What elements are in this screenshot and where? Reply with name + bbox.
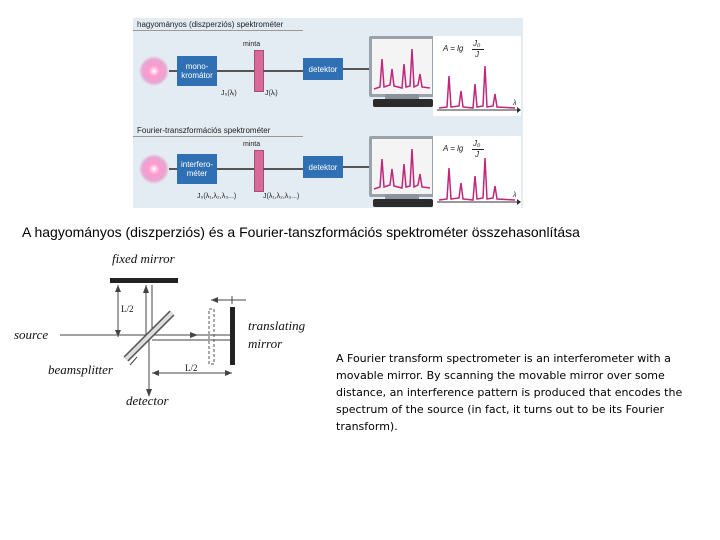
beam-line (263, 168, 303, 170)
axis-lambda: λ (513, 192, 517, 199)
spectrometer-figure (133, 18, 523, 208)
formula-numerator: J₀ (473, 39, 481, 48)
beamsplitter-label: beamsplitter (48, 362, 113, 377)
light-source-glow (139, 56, 169, 86)
axis-lambda: λ (513, 100, 517, 107)
l-half-vertical-label: L/2 (121, 304, 134, 314)
j-label: J(λᵢ) (265, 90, 278, 97)
j-label: J(λ₁,λ₂,λ₃...) (263, 193, 300, 200)
formula-numerator: J₀ (473, 139, 481, 148)
j0-label: J₀(λ₁,λ₂,λ₃...) (197, 193, 237, 200)
spectrum-plot (372, 139, 432, 194)
monitor-screen (369, 136, 435, 197)
beam-line (169, 70, 177, 72)
sample-label: minta (243, 41, 261, 48)
detector-box: detektor (303, 58, 343, 80)
sample-cuvette (254, 150, 264, 192)
fixed-mirror-label: fixed mirror (112, 251, 175, 266)
description-text: A Fourier transform spectrometer is an interferometer with a movable mirror. By scanning the movable mirror over some distance, an interference pattern is produced that encodes the spectrum of the source (in fact, it turns out to be its Fourier transform). (336, 352, 683, 433)
plot-area (433, 36, 521, 116)
monitor-screen (369, 36, 435, 97)
interferometer-box: interfero- méter (177, 154, 217, 184)
formula-denominator: J (475, 50, 479, 59)
cable (343, 166, 369, 168)
keyboard (373, 199, 433, 207)
figure-caption: A hagyományos (diszperziós) és a Fourier-tanszformációs spektrométer összehasonlítása (22, 224, 580, 240)
section1-rule (133, 30, 303, 31)
j0-label: J₀(λᵢ) (221, 90, 237, 97)
source-label: source (14, 327, 49, 342)
monochromator-box: mono- kromátor (177, 56, 217, 86)
light-source-glow (139, 154, 169, 184)
plot-area (433, 136, 521, 208)
beam-line (169, 168, 177, 170)
detector-box: detektor (303, 156, 343, 178)
section1-title: hagyományos (diszperziós) spektrométer (137, 20, 284, 29)
formula-a: A = lg (443, 144, 464, 153)
formula-denominator: J (475, 150, 479, 159)
sample-label: minta (243, 141, 261, 148)
section2-rule (133, 136, 303, 137)
section2-title: Fourier-transzformációs spektrométer (137, 126, 271, 135)
beam-line (217, 168, 255, 170)
detector-label: detector (126, 393, 169, 408)
translating-mirror-label: mirror (248, 336, 283, 351)
beam-line (217, 70, 255, 72)
beam-line (263, 70, 303, 72)
translating-mirror-label: translating (248, 318, 306, 333)
formula-a: A = lg (443, 44, 464, 53)
cable (343, 68, 369, 70)
l-half-horizontal-label: L/2 (185, 363, 198, 373)
spectrum-plot (372, 39, 432, 94)
keyboard (373, 99, 433, 107)
